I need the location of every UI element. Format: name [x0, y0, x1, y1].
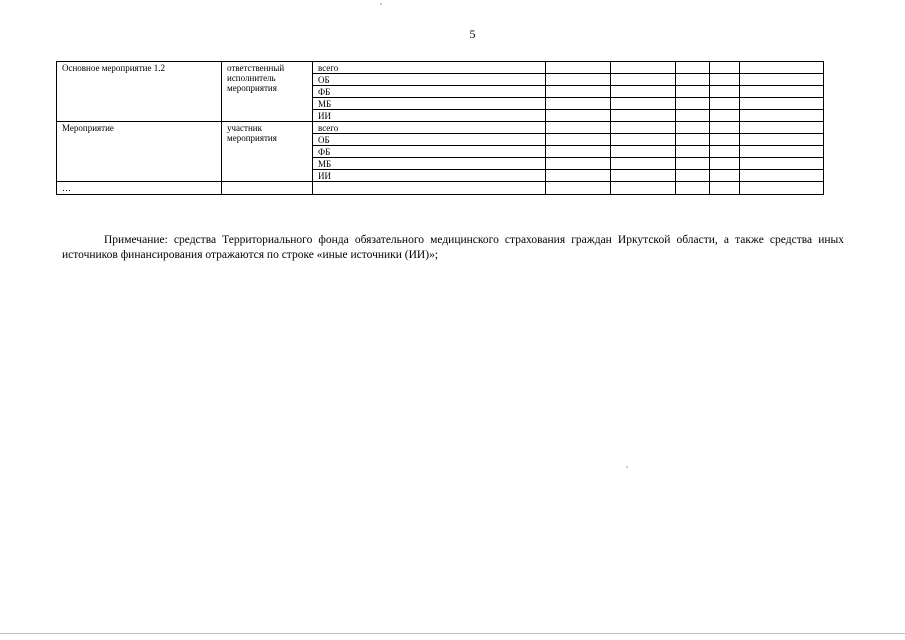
value-cell — [710, 62, 740, 74]
value-cell — [546, 62, 611, 74]
footnote: Примечание: средства Территориального фонда обязательного медицинского страхования граждан Иркутской области, а также средства иных источников финансирования отражаются по строке «иные источники (ИИ)»; — [62, 233, 844, 261]
activity-name-cell: Мероприятие — [57, 122, 222, 182]
funding-source-cell: всего — [313, 62, 546, 74]
value-cell — [611, 122, 676, 134]
value-cell — [740, 122, 824, 134]
funding-source-cell: ОБ — [313, 74, 546, 86]
value-cell — [611, 98, 676, 110]
funding-source-cell: МБ — [313, 158, 546, 170]
value-cell — [710, 110, 740, 122]
value-cell — [710, 98, 740, 110]
funding-source-cell: ФБ — [313, 146, 546, 158]
value-cell — [546, 74, 611, 86]
value-cell — [676, 86, 710, 98]
activity-role-cell: участник мероприятия — [222, 122, 313, 182]
value-cell — [546, 110, 611, 122]
value-cell — [676, 74, 710, 86]
value-cell — [546, 182, 611, 195]
value-cell — [710, 122, 740, 134]
value-cell — [676, 182, 710, 195]
value-cell — [546, 158, 611, 170]
value-cell — [611, 74, 676, 86]
value-cell — [611, 146, 676, 158]
value-cell — [546, 170, 611, 182]
value-cell — [676, 98, 710, 110]
value-cell — [740, 110, 824, 122]
page-number: 5 — [469, 27, 476, 41]
value-cell — [546, 98, 611, 110]
funding-source-cell: ИИ — [313, 170, 546, 182]
value-cell — [740, 86, 824, 98]
value-cell — [546, 86, 611, 98]
funding-source-cell: ИИ — [313, 110, 546, 122]
funding-source-cell: МБ — [313, 98, 546, 110]
activity-role-cell: ответственный исполнитель мероприятия — [222, 62, 313, 122]
value-cell — [676, 146, 710, 158]
value-cell — [740, 158, 824, 170]
value-cell — [740, 62, 824, 74]
value-cell — [710, 74, 740, 86]
value-cell — [710, 182, 740, 195]
value-cell — [710, 134, 740, 146]
value-cell — [710, 146, 740, 158]
value-cell — [611, 170, 676, 182]
value-cell — [676, 62, 710, 74]
value-cell — [676, 158, 710, 170]
funding-source-cell: всего — [313, 122, 546, 134]
value-cell — [710, 158, 740, 170]
value-cell — [313, 182, 546, 195]
value-cell — [740, 74, 824, 86]
table-row — [57, 62, 824, 74]
scan-speck — [626, 466, 628, 468]
value-cell — [740, 146, 824, 158]
value-cell — [710, 86, 740, 98]
value-cell — [611, 110, 676, 122]
value-cell — [546, 122, 611, 134]
value-cell — [676, 170, 710, 182]
financing-table — [56, 61, 824, 195]
value-cell — [740, 134, 824, 146]
ellipsis-cell: … — [57, 182, 222, 195]
value-cell — [546, 134, 611, 146]
value-cell — [611, 62, 676, 74]
value-cell — [611, 86, 676, 98]
value-cell — [740, 182, 824, 195]
value-cell — [676, 110, 710, 122]
value-cell — [676, 134, 710, 146]
funding-source-cell: ФБ — [313, 86, 546, 98]
value-cell — [740, 170, 824, 182]
table-row — [57, 122, 824, 134]
value-cell — [611, 134, 676, 146]
scan-edge-line — [0, 633, 905, 634]
table-row — [57, 182, 824, 195]
value-cell — [676, 122, 710, 134]
value-cell — [611, 158, 676, 170]
value-cell — [546, 146, 611, 158]
scan-speck — [380, 3, 382, 5]
value-cell — [611, 182, 676, 195]
value-cell — [740, 98, 824, 110]
value-cell — [222, 182, 313, 195]
activity-name-cell: Основное мероприятие 1.2 — [57, 62, 222, 122]
funding-source-cell: ОБ — [313, 134, 546, 146]
value-cell — [710, 170, 740, 182]
